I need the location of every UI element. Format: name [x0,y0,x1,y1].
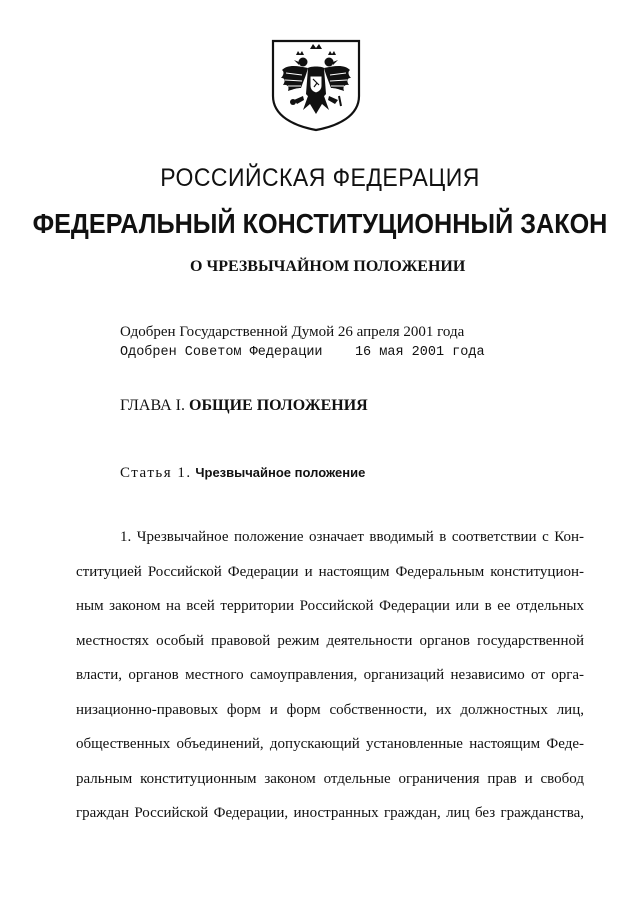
duma-approval-line: Одобрен Государственной Думой 26 апреля 2001 года [120,324,465,340]
paragraph-line: 1. Чрезвычайное положение означает вводимый в соответствии с Кон- [120,529,584,545]
federation-council-approval-line: Одобрен Советом Федерации 16 мая 2001 года [120,345,485,360]
paragraph-line: низационно-правовых форм и форм собственности, их должностных лиц, [76,701,584,718]
coat-of-arms-icon [270,38,362,132]
chapter-heading [120,397,368,415]
paragraph-line: граждан Российской Федерации, иностранных граждан, лиц без гражданства, [76,805,584,821]
chapter-label: ГЛАВА I. [120,397,185,414]
paragraph-line: ным законом на всей территории Российской Федерации или в ее отдельных [76,598,584,614]
article-paragraph [76,520,584,831]
paragraph-line: общественных объединений, допускающий установленные настоящим Феде- [76,736,584,752]
paragraph-line: власти, органов местного самоуправления, организаций независимо от орга- [76,667,584,683]
article-title: Чрезвычайное положение [195,465,366,480]
article-label: Статья 1. [120,465,192,481]
chapter-title: ОБЩИЕ ПОЛОЖЕНИЯ [189,397,368,414]
law-title: О ЧРЕЗВЫЧАЙНОМ ПОЛОЖЕНИИ [190,258,466,275]
country-title: РОССИЙСКАЯ ФЕДЕРАЦИЯ [160,164,480,192]
article-heading [120,465,365,482]
law-type-heading: ФЕДЕРАЛЬНЫЙ КОНСТИТУЦИОННЫЙ ЗАКОН [32,208,608,239]
paragraph-line: местностях особый правовой режим деятельности органов государственной [76,632,584,649]
paragraph-line: ституцией Российской Федерации и настоящим Федеральным конституцион- [76,563,584,580]
paragraph-line: ральным конституционным законом отдельные ограничения прав и свобод [76,770,584,787]
